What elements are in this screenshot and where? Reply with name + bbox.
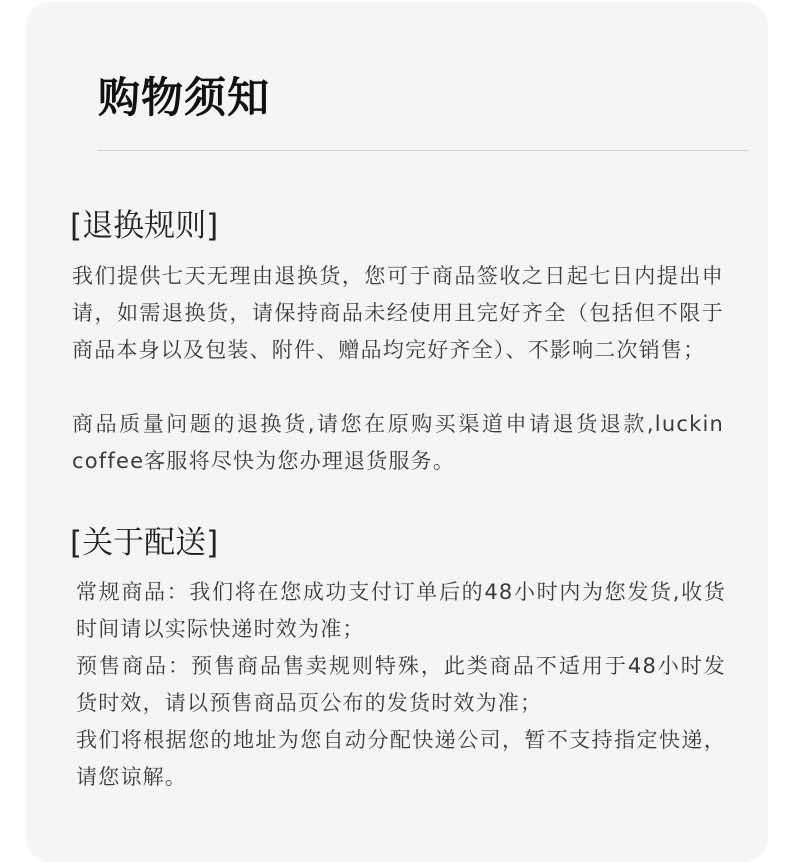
return-policy-paragraph-2: 商品质量问题的退换货,请您在原购买渠道申请退货退款,luckin coffee客服将尽快为您办理退货服务。 <box>72 412 740 473</box>
delivery-paragraph-presale: 预售商品：预售商品售卖规则特殊，此类商品不适用于48小时发货时效，请以预售商品页公布的发货时效为准； <box>76 654 726 715</box>
page-title: 购物须知 <box>98 73 271 122</box>
title-divider <box>98 150 748 151</box>
section-heading-return-policy: [退换规则] <box>70 208 219 244</box>
section-heading-delivery: [关于配送] <box>70 525 219 561</box>
delivery-paragraph-regular: 常规商品：我们将在您成功支付订单后的48小时内为您发货,收货时间请以实际快递时效为准； <box>76 580 726 641</box>
return-policy-paragraph-1: 我们提供七天无理由退换货，您可于商品签收之日起七日内提出申请，如需退换货，请保持商品未经使用且完好齐全（包括但不限于商品本身以及包装、附件、赠品均完好齐全）、不影响二次销售； <box>72 264 724 362</box>
shopping-notice-card <box>26 2 768 862</box>
delivery-paragraph-courier: 我们将根据您的地址为您自动分配快递公司，暂不支持指定快递，请您谅解。 <box>76 728 726 789</box>
